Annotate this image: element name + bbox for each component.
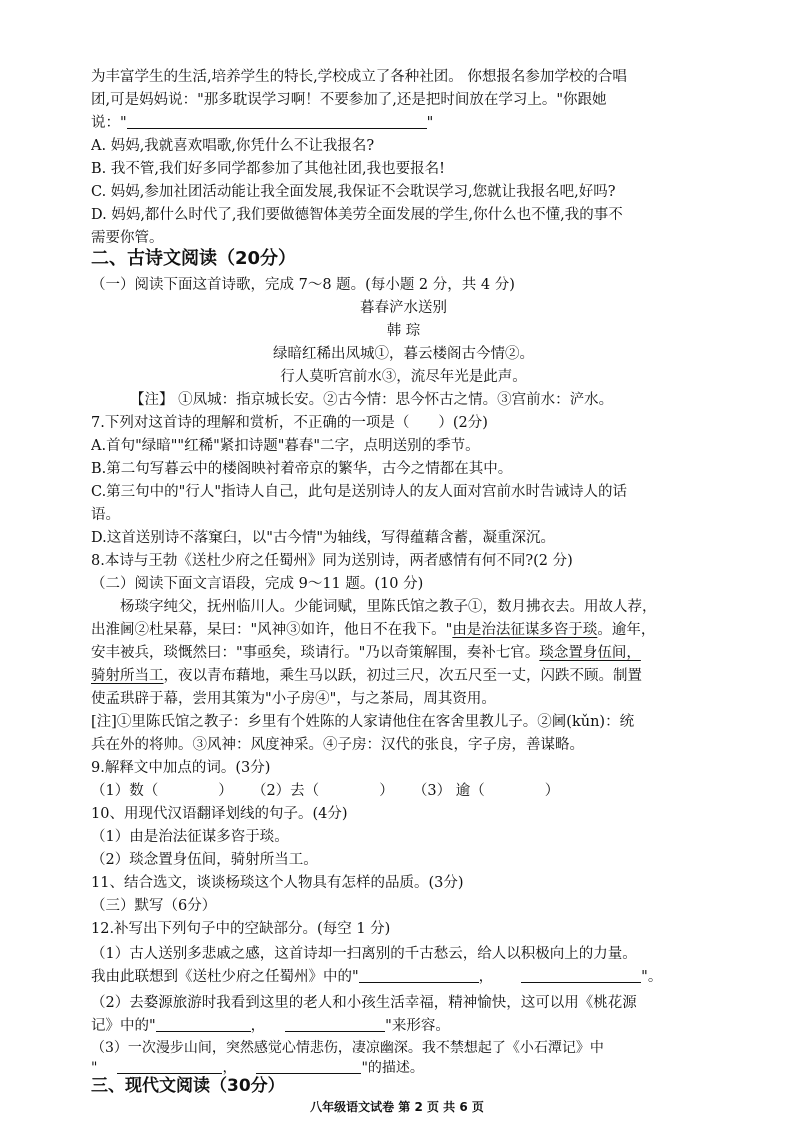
q6-option-c: C. 妈妈,参加社团活动能让我全面发展,我保证不会耽误学习,您就让我报名吧,好吗? [91, 184, 616, 200]
q8-stem: 8.本诗与王勃《送杜少府之任蜀州》同为送别诗，两者感情有何不同?(2 分) [91, 553, 573, 569]
part3-intro: （三）默写（6分） [91, 898, 217, 914]
q6-say-close: " [426, 115, 434, 131]
q7-option-c-line1: C.第三句中的"行人"指诗人自己，此句是送别诗人的友人面对宫前水时告诫诗人的话 [91, 484, 628, 500]
q9-item2-close: ） [379, 783, 394, 799]
prose-line4 [91, 665, 716, 687]
q12-item1-comma: ， [478, 969, 494, 985]
q12-item3-prefix: " [91, 1060, 98, 1076]
q12-blank-2[interactable] [521, 968, 641, 983]
prose-line3-a: 安丰被兵，琰慨然曰："事亟矣，琰请行。"乃以奇策解围，奏补七官。 [91, 645, 540, 661]
q11-stem: 11、结合选文，谈谈杨琰这个人物具有怎样的品质。(3分) [91, 875, 464, 891]
prose-line5: 使孟珙辟于幕，尝用其策为"小子房④"，与之茶局，周其资用。 [91, 691, 496, 707]
q6-option-a: A. 妈妈,我就喜欢唱歌,你凭什么不让我报名? [91, 138, 375, 154]
q6-answer-blank[interactable] [127, 114, 427, 129]
q12-item2-line2 [91, 1015, 716, 1037]
q9-item1-close: ） [218, 783, 233, 799]
q7-stem: 7.下列对这首诗的理解和赏析，不正确的一项是（ ）(2分) [91, 415, 488, 431]
q6-option-b: B. 我不管,我们好多同学都参加了其他社团,我也要报名! [91, 161, 445, 177]
q12-stem: 12.补写出下列句子中的空缺部分。(每空 1 分) [91, 921, 391, 937]
q7-option-b: B.第二句写暮云中的楼阁映衬着帝京的繁华，古今之情都在其中。 [91, 461, 513, 477]
q12-blank-4[interactable] [285, 1017, 385, 1032]
prose-line4-b: ，夜以青布藉地，乘生马以跃，初过三尺，次五尺至一丈，闪跌不顾。制置 [163, 668, 642, 684]
q6-option-d-line1: D. 妈妈,都什么时代了,我们要做德智体美劳全面发展的学生,你什么也不懂,我的事不 [91, 207, 623, 223]
section2-title: 二、古诗文阅读（20分） [91, 248, 297, 269]
q12-item1-line2 [91, 966, 716, 988]
q7-option-c-line2: 语。 [91, 507, 120, 523]
prose-line2 [91, 619, 716, 641]
part2-intro: （二）阅读下面文言语段，完成 9～11 题。(10 分) [91, 576, 424, 592]
q9-item1-label: （1）数（ [91, 783, 159, 799]
q12-item2-line1: （2）去婺源旅游时我看到这里的老人和小孩生活幸福，精神愉快，这可以用《桃花源 [91, 995, 637, 1011]
q12-item1-prefix: 我由此联想到《送杜少府之任蜀州》中的" [91, 969, 359, 985]
poem-title: 暮春浐水送别 [360, 300, 447, 316]
q6-stem-line1: 为丰富学生的生活,培养学生的特长,学校成立了各种社团。 你想报名参加学校的合唱 [91, 69, 627, 85]
q12-blank-6[interactable] [256, 1059, 361, 1074]
q9-item2-label: （2）去（ [251, 783, 320, 799]
prose-note-line1: [注]①里陈氏馆之教子：乡里有个姓陈的人家请他住在客舍里教儿子。②阃(kǔn)：统 [91, 714, 635, 730]
q12-item3-comma: ， [222, 1060, 237, 1076]
poem-line2: 行人莫听宫前水③，流尽年光是此声。 [280, 369, 527, 385]
q12-item1-suffix: "。 [641, 969, 663, 985]
q12-blank-5[interactable] [117, 1059, 222, 1074]
prose-line1: 杨琰字纯父，抚州临川人。少能词赋，里陈氏馆之教子①，数月拂衣去。用故人荐， [91, 599, 657, 615]
q9-stem: 9.解释文中加点的词。(3分) [91, 760, 271, 776]
q10-item1: （1）由是治法征谋多咨于琰。 [91, 829, 289, 845]
q10-stem: 10、用现代汉语翻译划线的句子。(4分) [91, 806, 348, 822]
q9-item3-label: （3） 逾（ [412, 783, 485, 799]
q12-item2-prefix: 记》中的" [91, 1018, 156, 1034]
q12-blank-1[interactable] [359, 968, 479, 983]
prose-line3 [91, 642, 716, 664]
q10-item2: （2）琰念置身伍间，骑射所当工。 [91, 852, 318, 868]
poem-line1: 绿暗红稀出凤城①，暮云楼阁古今情②。 [273, 346, 534, 362]
q12-item2-suffix: "来形容。 [385, 1018, 450, 1034]
q7-option-d: D.这首送别诗不落窠臼，以"古今情"为轴线，写得蕴藉含蓄，凝重深沉。 [91, 530, 556, 546]
q12-item1-line1: （1）古人送别多悲戚之感，这首诗却一扫离别的千古愁云，给人以积极向上的力量。 [91, 946, 637, 962]
q6-stem-line3 [91, 112, 716, 134]
q6-say-open: 说：" [91, 115, 127, 131]
section3-title: 三、现代文阅读（30分） [91, 1076, 285, 1096]
poem-note: 【注】 ①凤城：指京城长安。②古今情：思今怀古之情。③宫前水：浐水。 [130, 392, 614, 408]
q12-blank-3[interactable] [156, 1017, 251, 1032]
q7-option-a: A.首句"绿暗""红稀"紧扣诗题"暮春"二字，点明送别的季节。 [91, 438, 480, 454]
q9-item3-close: ） [544, 783, 560, 799]
q12-item2-comma: ， [250, 1018, 266, 1034]
poem-author: 韩 琮 [386, 323, 421, 339]
q12-item3-line1: （3）一次漫步山间，突然感觉心情悲伤，凄凉幽深。我不禁想起了《小石潭记》中 [91, 1040, 604, 1056]
prose-note-line2: 兵在外的将帅。③风神：风度神采。④子房：汉代的张良，字子房，善谋略。 [91, 737, 584, 753]
underlined-sentence-2a: 琰念置身伍间， [539, 645, 641, 661]
prose-line2-b: 。逾年， [597, 622, 656, 638]
underlined-sentence-2b: 骑射所当工 [91, 668, 164, 684]
q6-stem-line2: 团,可是妈妈说："那多耽误学习啊！不要参加了,还是把时间放在学习上。"你跟她 [91, 92, 607, 108]
underlined-sentence-1a: 由是治法征谋多咨于琰 [452, 622, 598, 638]
page-footer: 八年级语文试卷 第 2 页 共 6 页 [310, 1100, 484, 1114]
q9-answers [91, 780, 716, 802]
part1-intro: （一）阅读下面这首诗歌，完成 7～8 题。(每小题 2 分，共 4 分) [91, 277, 515, 293]
q12-item3-suffix: "的描述。 [361, 1060, 424, 1076]
prose-line2-a: 出淮阃②杜杲幕，杲曰："风神③如许，他日不在我下。" [91, 622, 453, 638]
q12-item3-line2 [91, 1058, 716, 1078]
q6-option-d-line2: 需要你管。 [91, 230, 164, 246]
